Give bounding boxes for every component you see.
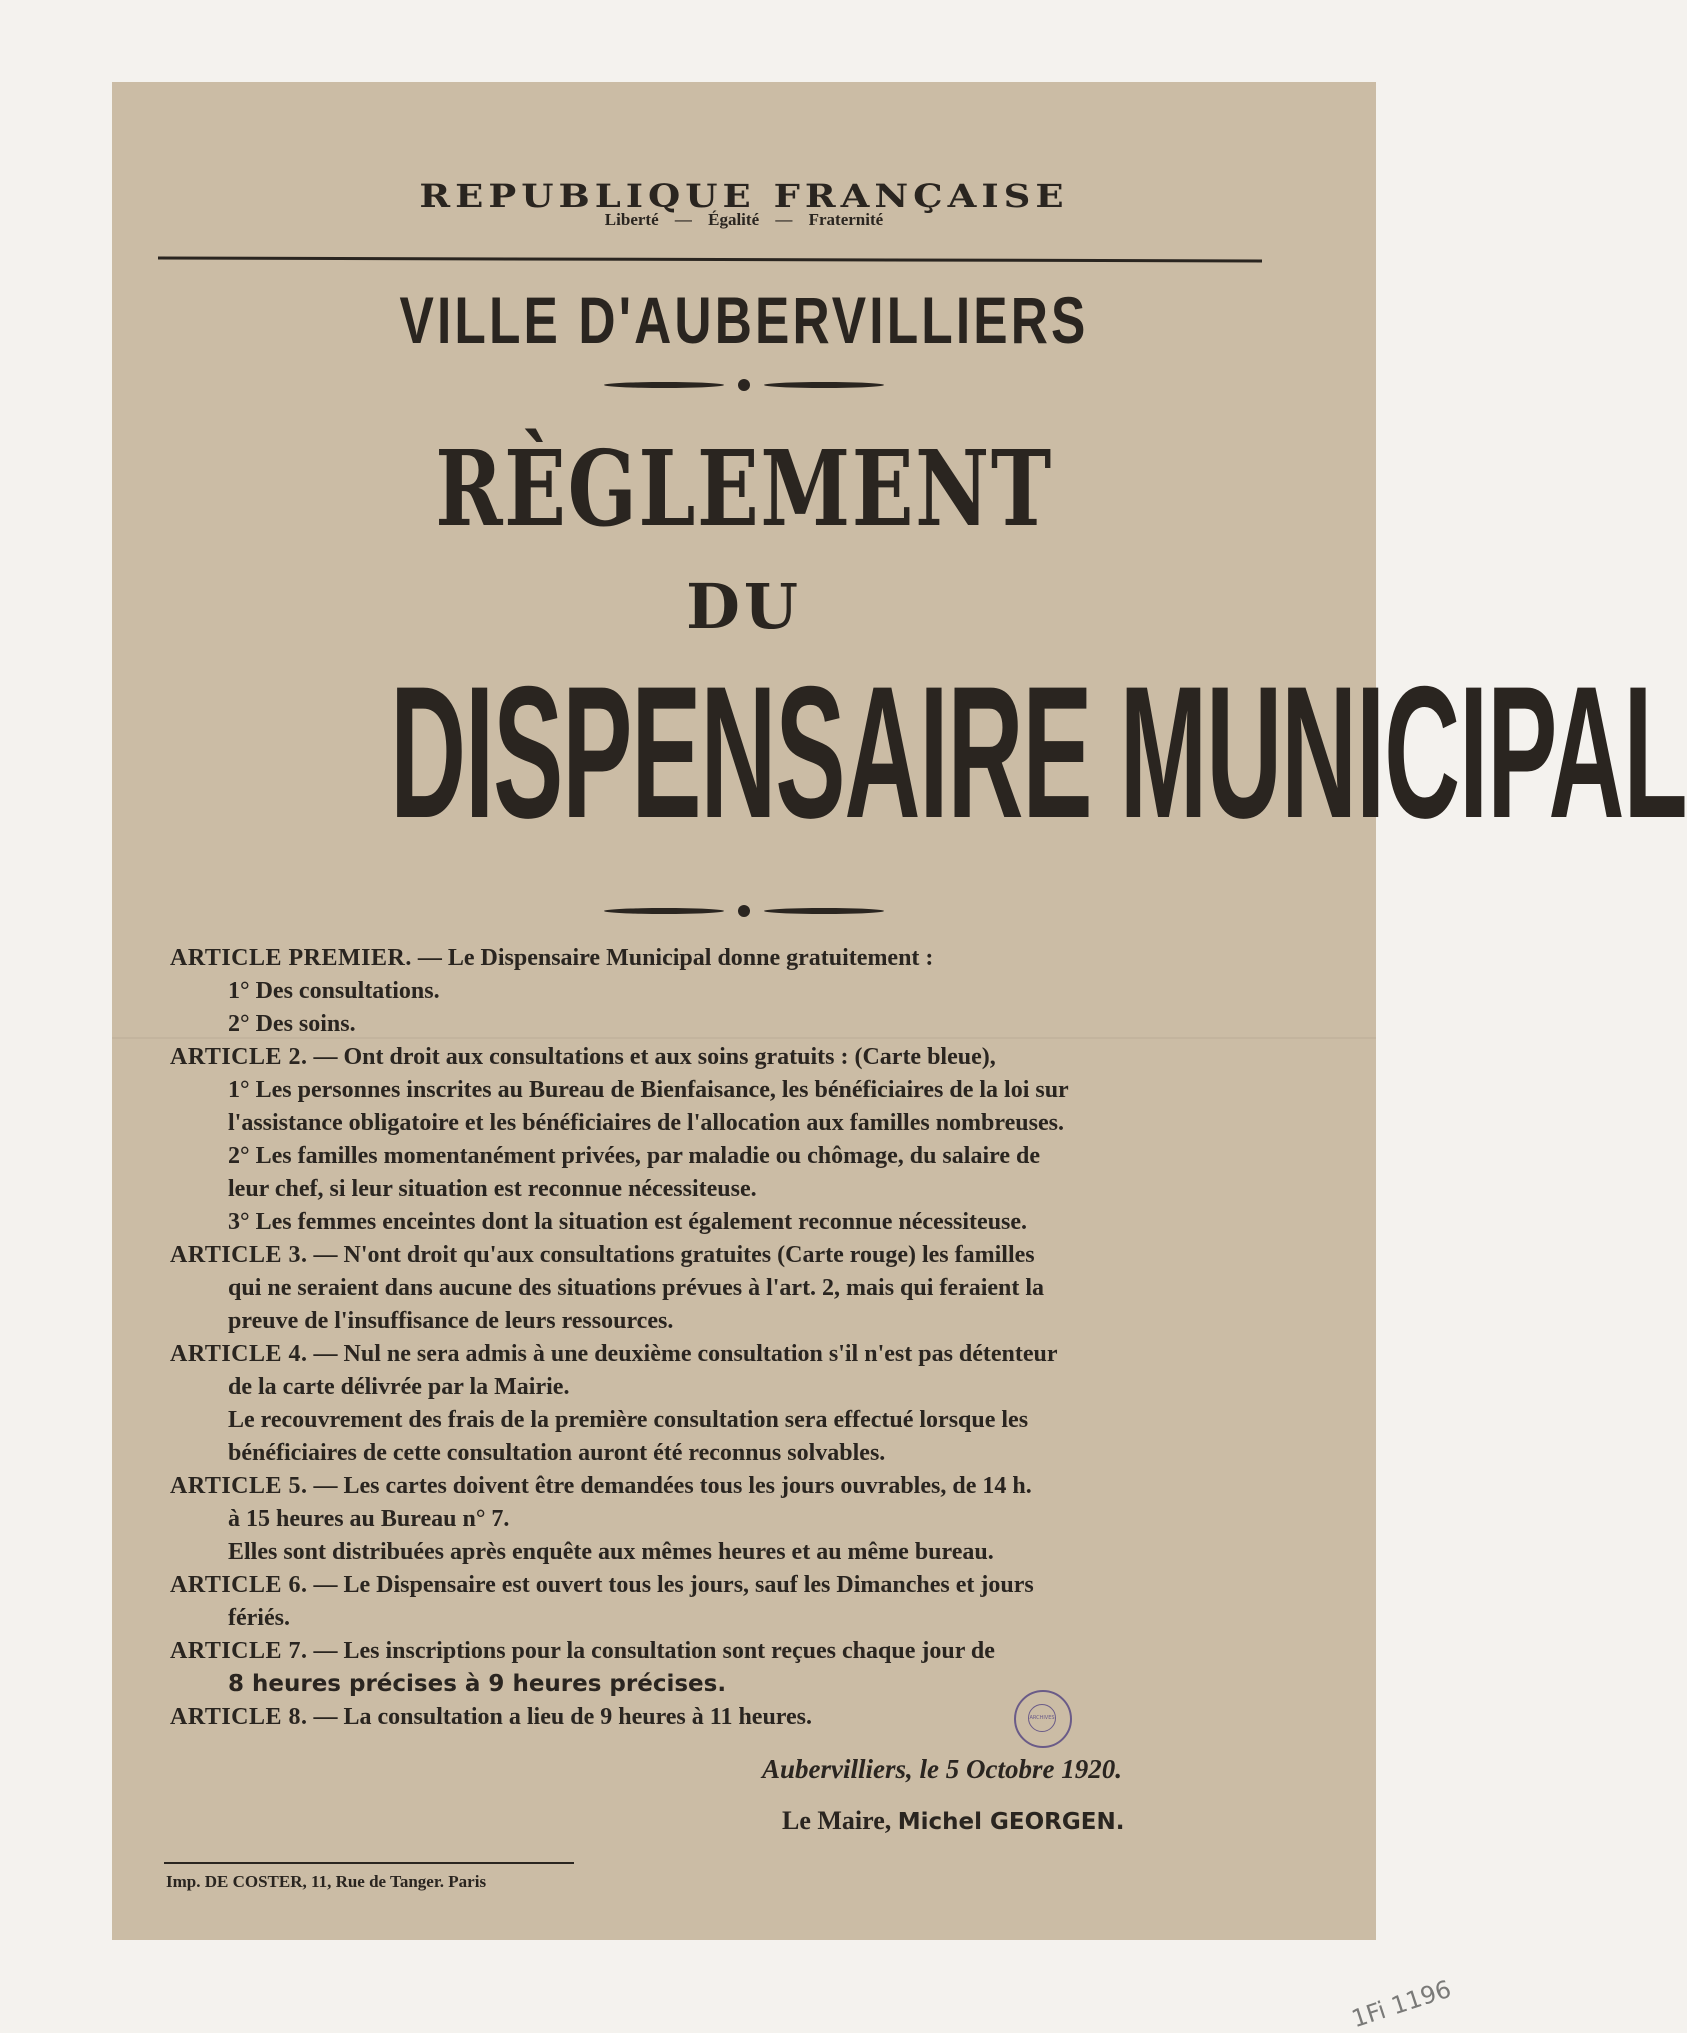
article-3-line: preuve de l'insuffisance de leurs ressources. (228, 1308, 674, 1334)
article-2-line: 3° Les femmes enceintes dont la situation est également reconnue nécessiteuse. (228, 1209, 1028, 1235)
maire-name: Michel GEORGEN. (897, 1809, 1125, 1835)
poster (112, 82, 1687, 1940)
article-2-line: l'assistance obligatoire et les bénéficiaires de l'allocation aux familles nombreuses. (228, 1110, 1064, 1136)
article-3-line: qui ne seraient dans aucune des situations prévues à l'art. 2, mais qui feraient la (228, 1275, 1045, 1301)
printer-rule (164, 1862, 574, 1864)
article-5-line: à 15 heures au Bureau n° 7. (228, 1506, 510, 1532)
article-1-item: 1° Des consultations. (228, 978, 440, 1004)
devise-fraternite: Fraternité (808, 210, 884, 229)
devise-egalite: Égalité (708, 210, 760, 229)
article-4-line: de la carte délivrée par la Mairie. (228, 1374, 570, 1400)
dispensaire-heading: DISPENSAIRE MUNICIPAL (390, 647, 1687, 857)
signature-date: Aubervilliers, le 5 Octobre 1920. (762, 1754, 1122, 1784)
ornament-divider (604, 904, 884, 918)
ornament-divider (604, 378, 884, 392)
article-5: ARTICLE 5. — Les cartes doivent être demandées tous les jours ouvrables, de 14 h. (170, 1473, 1032, 1499)
devise (112, 210, 1376, 230)
article-4-line: bénéficiaires de cette consultation auront été reconnus solvables. (228, 1440, 886, 1466)
article-1-item: 2° Des soins. (228, 1011, 356, 1037)
article-2-line: 1° Les personnes inscrites au Bureau de Bienfaisance, les bénéficiaires de la loi sur (228, 1077, 1069, 1103)
article-5-line: Elles sont distribuées après enquête aux mêmes heures et au même bureau. (228, 1539, 994, 1565)
article-3: ARTICLE 3. — N'ont droit qu'aux consultations gratuites (Carte rouge) les familles (170, 1242, 1035, 1268)
article-6-line: fériés. (228, 1605, 290, 1631)
stamp-center: ARCHIVES (1028, 1704, 1056, 1732)
article-8: ARTICLE 8. — La consultation a lieu de 9 heures à 11 heures. (170, 1704, 813, 1730)
devise-dash: — (674, 210, 692, 229)
article-7: ARTICLE 7. — Les inscriptions pour la consultation sont reçues chaque jour de (170, 1638, 995, 1664)
article-6: ARTICLE 6. — Le Dispensaire est ouvert tous les jours, sauf les Dimanches et jours (170, 1572, 1034, 1598)
article-1: ARTICLE PREMIER. — Le Dispensaire Municipal donne gratuitement : (170, 945, 934, 971)
article-2-line: 2° Les familles momentanément privées, par maladie ou chômage, du salaire de (228, 1143, 1040, 1169)
devise-liberte: Liberté (604, 210, 659, 229)
header-rule (158, 257, 1262, 263)
archive-reference: 1Fi 1196 (1348, 1974, 1455, 2033)
republique-heading: REPUBLIQUE FRANÇAISE (419, 177, 1069, 215)
ville-heading: VILLE D'AUBERVILLIERS (399, 283, 1089, 357)
reglement-heading: RÈGLEMENT (435, 427, 1053, 550)
devise-dash: — (775, 210, 793, 229)
article-4: ARTICLE 4. — Nul ne sera admis à une deuxième consultation s'il n'est pas détenteur (170, 1341, 1058, 1367)
maire-label: Le Maire, (782, 1806, 898, 1835)
signature-maire (782, 1806, 1124, 1836)
article-2-line: leur chef, si leur situation est reconnue nécessiteuse. (228, 1176, 757, 1202)
articles-body (170, 942, 1290, 1734)
archives-stamp-icon (1014, 1690, 1072, 1748)
printer-imprint: Imp. DE COSTER, 11, Rue de Tanger. Paris (166, 1872, 487, 1891)
article-2: ARTICLE 2. — Ont droit aux consultations et aux soins gratuits : (Carte bleue), (170, 1044, 996, 1070)
du-heading: DU (686, 570, 802, 643)
article-4-line: Le recouvrement des frais de la première consultation sera effectué lorsque les (228, 1407, 1029, 1433)
article-7-hours: 8 heures précises à 9 heures précises. (228, 1671, 727, 1697)
